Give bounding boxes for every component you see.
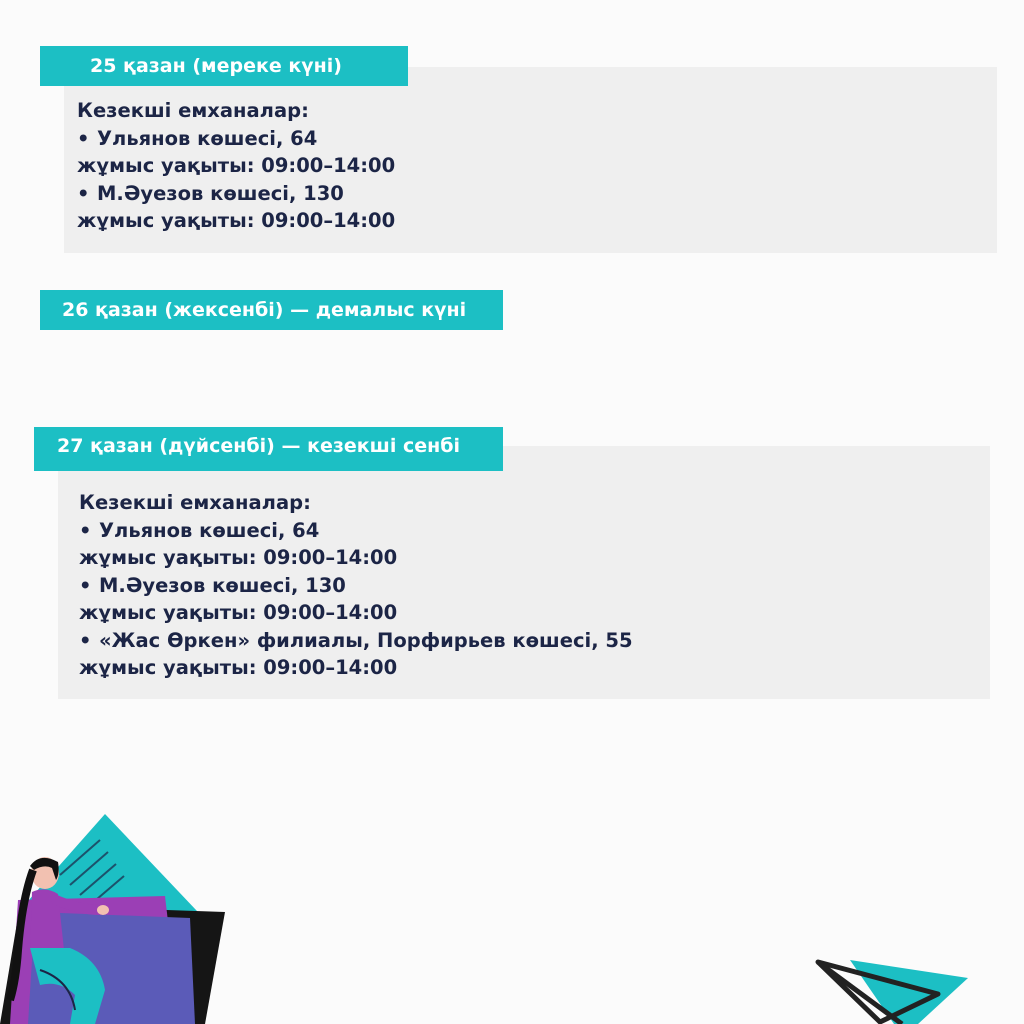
clinic-address: • Ульянов көшесі, 64 [77, 125, 395, 153]
bullet: • [77, 126, 90, 150]
clinic-address: • «Жас Өркен» филиалы, Порфирьев көшесі, 55 [79, 627, 633, 655]
bullet: • [77, 181, 90, 205]
section-3-clinic-list [79, 489, 633, 682]
clinics-heading: Кезекші емханалар: [77, 99, 309, 122]
clinic-address: • М.Әуезов көшесі, 130 [79, 572, 633, 600]
section-1-date-tag: 25 қазан (мереке күні) [40, 46, 408, 86]
section-3-date-tag: 27 қазан (дүйсенбі) — кезекші сенбі [34, 427, 503, 471]
clinic-hours: жұмыс уақыты: 09:00–14:00 [77, 209, 396, 232]
bullet: • [79, 518, 92, 542]
section-2-date-tag: 26 қазан (жексенбі) — демалыс күні [40, 290, 503, 330]
paper-plane-illustration [810, 950, 975, 1024]
clinic-address: • Ульянов көшесі, 64 [79, 517, 633, 545]
bullet: • [79, 573, 92, 597]
clinic-hours: жұмыс уақыты: 09:00–14:00 [79, 656, 398, 679]
clinic-hours: жұмыс уақыты: 09:00–14:00 [79, 546, 398, 569]
section-1-clinic-list [77, 97, 395, 235]
woman-with-papers-illustration [0, 800, 240, 1024]
clinic-address: • М.Әуезов көшесі, 130 [77, 180, 395, 208]
bullet: • [79, 628, 92, 652]
clinic-hours: жұмыс уақыты: 09:00–14:00 [79, 601, 398, 624]
clinic-hours: жұмыс уақыты: 09:00–14:00 [77, 154, 396, 177]
clinics-heading: Кезекші емханалар: [79, 491, 311, 514]
